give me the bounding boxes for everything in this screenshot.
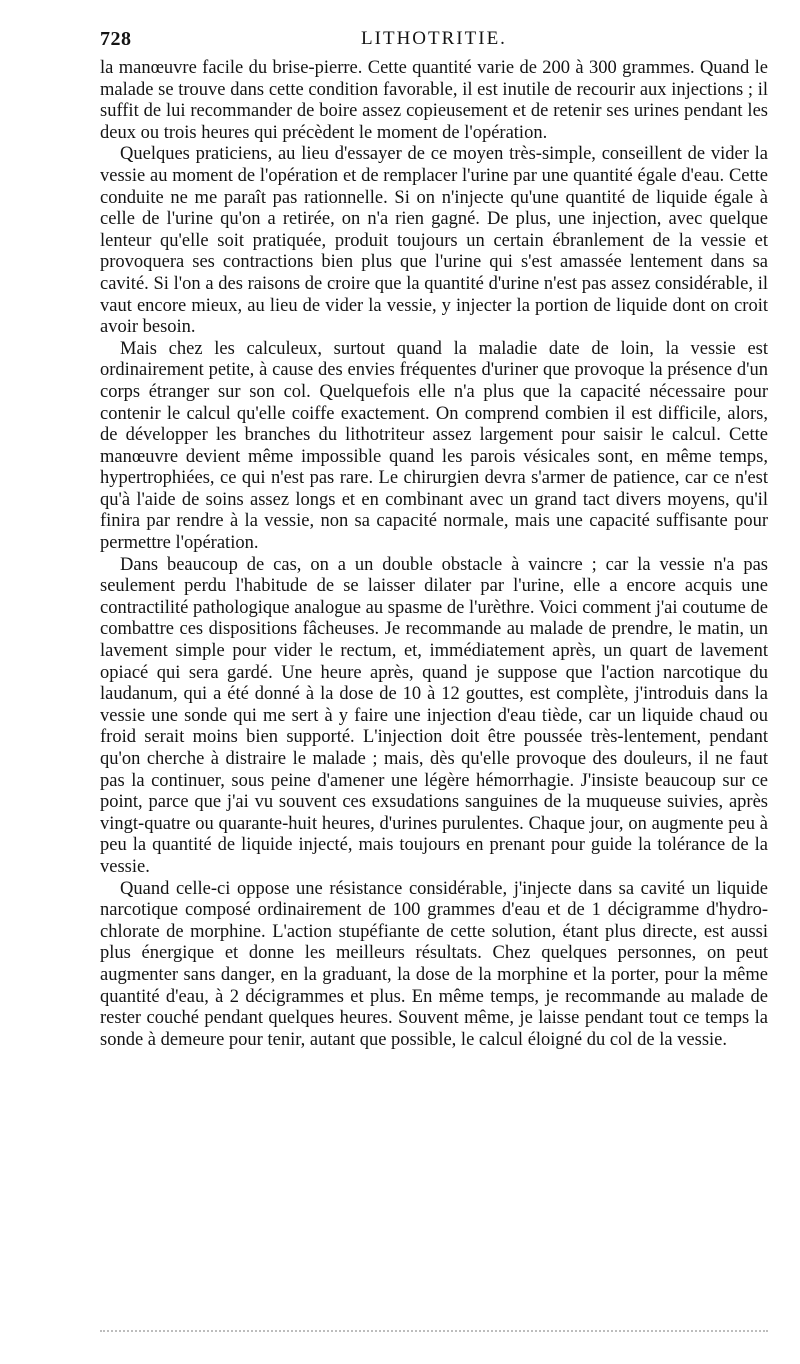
paragraph-3: Mais chez les calculeux, surtout quand la maladie date de loin, la vessie est ordinairement petite, à cause des envies fréquentes d'uriner que provoque la présence d'un corps étranger sur son col. Quelquefois elle n'a plus que la capacité nécessaire pour contenir le calcul qu'elle coiffe exactement. On comprend combien il est difficile, alors, de développer les branches du lithotriteur assez largement pour saisir le calcul. Cette manœuvre devient même impossible quand les parois vésicales sont, en même temps, hypertrophiées, ce qui n'est pas rare. Le chirurgien devra s'armer de patience, car ce n'est qu'à l'aide de soins assez longs et en combinant avec un grand tact divers moyens, qu'il finira par rendre à la vessie, non sa capacité normale, mais une capacité suffisante pour permettre l'opération. — [100, 338, 768, 554]
paragraph-1: la manœuvre facile du brise-pierre. Cette quantité varie de 200 à 300 grammes. Quand le malade se trouve dans cette condition favorable, il est inutile de recourir aux injections ; il suffit de lui recommander de boire assez copieusement et de retenir ses urines pendant les deux ou trois heures qui précèdent le moment de l'opération. — [100, 58, 768, 143]
running-title: LITHOTRITIE. — [361, 28, 507, 49]
footer-rule — [100, 1330, 768, 1332]
paragraph-2: Quelques praticiens, au lieu d'essayer de ce moyen très-simple, conseillent de vider la vessie au moment de l'opération et de remplacer l'urine par une quantité égale d'eau. Cette conduite ne me paraît pas rationnelle. Si on n'injecte qu'une quantité de liquide égale à celle de l'urine qu'on a retirée, on n'a rien gagné. De plus, une injection, avec quelque lenteur qu'elle soit pratiquée, produit toujours un certain ébranlement de la vessie et provoquera ses contractions bien plus que l'urine qui s'est amassée lentement dans sa cavité. Si l'on a des raisons de croire que la quantité d'urine n'est pas assez considérable, il vaut encore mieux, au lieu de vider la vessie, y injecter la portion de liquide dont on croit avoir besoin. — [100, 144, 768, 338]
body-text — [100, 58, 768, 1051]
paragraph-5: Quand celle-ci oppose une résistance considérable, j'injecte dans sa cavité un liquide narcotique composé ordinairement de 100 grammes d'eau et de 1 décigramme d'hydro-chlorate de morphine. L'action stupéfiante de cette solution, étant plus directe, est aussi plus énergique et donne les meilleurs résultats. Chez quelques personnes, on peut augmenter sans danger, en la graduant, la dose de la morphine et la porter, pour la même quantité d'eau, à 2 décigrammes et plus. En même temps, je recommande au malade de rester couché pendant quelques heures. Souvent même, je laisse pendant tout ce temps la sonde à demeure pour tenir, autant que possible, le calcul éloigné du col de la vessie. — [100, 878, 768, 1050]
page-number: 728 — [100, 28, 132, 50]
paragraph-4: Dans beaucoup de cas, on a un double obstacle à vaincre ; car la vessie n'a pas seulement perdu l'habitude de se laisser dilater par l'urine, elle a encore acquis une contractilité pathologique analogue au spasme de l'urèthre. Voici comment j'ai coutume de combattre ces dispositions fâcheuses. Je recommande au malade de prendre, le matin, un lavement simple pour vider le rectum, et, immédiatement après, un quart de lavement opiacé qui sera gardé. Une heure après, quand je suppose que l'action narcotique du laudanum, qui a été donné à la dose de 10 à 12 gouttes, est complète, j'introduis dans la vessie une sonde qui me sert à y faire une injection d'eau tiède, car un liquide chaud ou froid serait moins bien supporté. L'injection doit être poussée très-lentement, pendant qu'on cherche à distraire le malade ; mais, dès qu'elle provoque des douleurs, il ne faut pas la continuer, sous peine d'amener une légère hémorrhagie. J'insiste beaucoup sur ce point, parce que j'ai vu souvent ces exsudations sanguines de la muqueuse suivies, après vingt-quatre ou quarante-huit heures, d'urines purulentes. Chaque jour, on augmente peu à peu la quantité de liquide injecté, mais toujours en prenant pour guide la tolérance de la vessie. — [100, 554, 768, 877]
page-header — [100, 22, 768, 58]
book-page — [100, 22, 768, 1051]
